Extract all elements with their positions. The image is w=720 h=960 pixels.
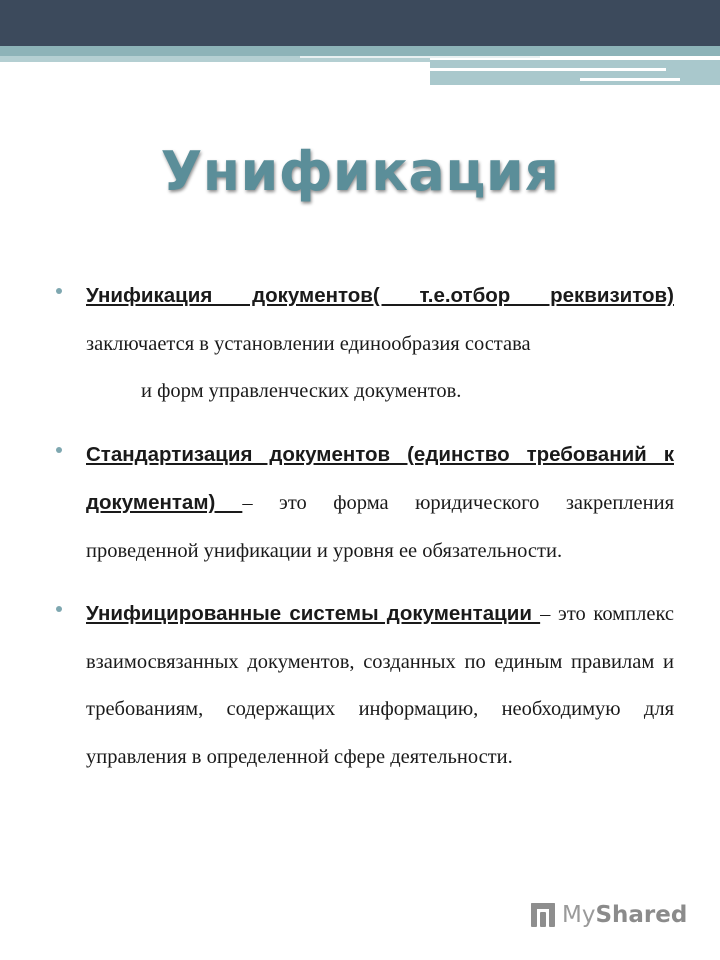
item-body: – это комплекс взаимосвязанных документов, созданных по единым правилам и требованиям, содержащих информацию, необходимую для управления в определенной сфере деятельности. bbox=[86, 603, 674, 768]
bullet-list bbox=[56, 272, 674, 796]
item-body: – это форма юридического закрепления проведенной унификации и уровня ее обязательности. bbox=[86, 492, 674, 562]
decor-band bbox=[0, 46, 720, 56]
item-body-cont: и форм управленческих документов. bbox=[141, 380, 462, 402]
brand-part1: My bbox=[562, 902, 596, 928]
decor-band bbox=[430, 60, 720, 85]
top-bar bbox=[0, 0, 720, 46]
bullet-icon bbox=[56, 606, 62, 612]
watermark-logo bbox=[528, 895, 687, 935]
list-item bbox=[56, 272, 674, 416]
list-item bbox=[56, 431, 674, 576]
item-text bbox=[86, 272, 674, 416]
slide-title: Унификация bbox=[160, 140, 560, 203]
bullet-icon bbox=[56, 447, 62, 453]
item-term: Унифицированные системы документации bbox=[86, 602, 541, 625]
item-text bbox=[86, 431, 674, 576]
list-item bbox=[56, 590, 674, 781]
item-term: Стандартизация документов (единство требований к документам) bbox=[86, 442, 674, 514]
mysharedlogo-icon bbox=[528, 900, 558, 930]
item-body: заключается в установлении единообразия состава bbox=[86, 332, 531, 355]
item-term: Унификация документов( т.е.отбор реквизитов) bbox=[86, 284, 674, 307]
decor-line bbox=[430, 68, 666, 71]
decor-line bbox=[300, 56, 540, 58]
decor-line bbox=[580, 78, 680, 81]
bullet-icon bbox=[56, 288, 62, 294]
item-text bbox=[86, 590, 674, 781]
brand-part2: Shared bbox=[595, 902, 688, 928]
